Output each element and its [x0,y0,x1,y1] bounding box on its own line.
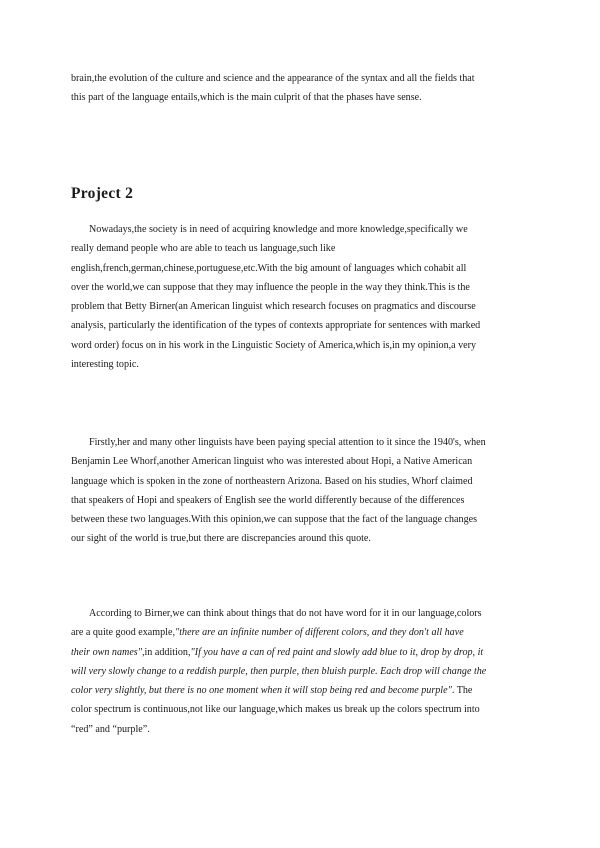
quote-text: "there are an infinite number of different colors, and they don't all have [174,627,464,639]
text-line: “red” and “purple”. [71,723,150,735]
text-line: word order) focus on in his work in the Linguistic Society of America,which is,in my opinion,a very [71,339,477,351]
text-line: analysis, particularly the identification of the types of contexts appropriate for sentences with marked [71,320,481,332]
text-line: color spectrum is continuous,not like our language,which makes us break up the colors spectrum into [71,704,480,716]
text-line: between these two languages.With this opinion,we can suppose that the fact of the language changes [71,514,478,526]
text-line: Firstly,her and many other linguists have been paying special attention to it since the 1940's, when [89,437,486,448]
text-line: According to Birner,we can think about things that do not have word for it in our language,colors [89,608,482,619]
text-line: Nowadays,the society is in need of acquiring knowledge and more knowledge,specifically we [89,224,468,235]
section-title: Project 2 [71,185,134,202]
text-run: ,in addition, [141,646,191,658]
paragraph-3 [71,604,531,739]
intro-paragraph [71,69,531,108]
text-run: . The [451,685,473,697]
text-run: are a quite good example, [71,627,175,639]
text-line: over the world,we can suppose that they may influence the people in the way they think.This is the [71,281,470,293]
text-line: our sight of the world is true,but there are discrepancies around this quote. [71,533,371,545]
text-line: language which is spoken in the zone of northeastern Arizona. Based on his studies, Whorf claimed [71,475,473,487]
text-line: english,french,german,chinese,portuguese,etc.With the big amount of languages which cohabit all [71,262,467,274]
text-line: Benjamin Lee Whorf,another American linguist who was interested about Hopi, a Native American [71,456,473,468]
quote-text: "If you have a can of red paint and slowly add blue to it, drop by drop, it [190,646,484,658]
text-line: that speakers of Hopi and speakers of English see the world differently because of the differences [71,494,465,506]
text-line: interesting topic. [71,359,139,371]
text-line: problem that Betty Birner(an American linguist which research focuses on pragmatics and discourse [71,301,476,313]
paragraph-1 [71,220,531,374]
quote-text: will very slowly change to a reddish purple, then purple, then bluish purple. Each drop will change the [71,665,487,677]
text-line [71,623,531,642]
paragraph-2 [71,433,531,549]
text-line: this part of the language entails,which is the main culprit of that the phases have sense. [71,92,422,104]
text-line: really demand people who are able to teach us language,such like [71,243,336,255]
text-line [71,643,531,662]
text-line: brain,the evolution of the culture and science and the appearance of the syntax and all the fields that [71,73,475,84]
text-line [71,681,531,700]
quote-text: their own names" [71,646,142,658]
quote-text: color very slightly, but there is no one moment when it will stop being red and become purple" [71,685,452,697]
